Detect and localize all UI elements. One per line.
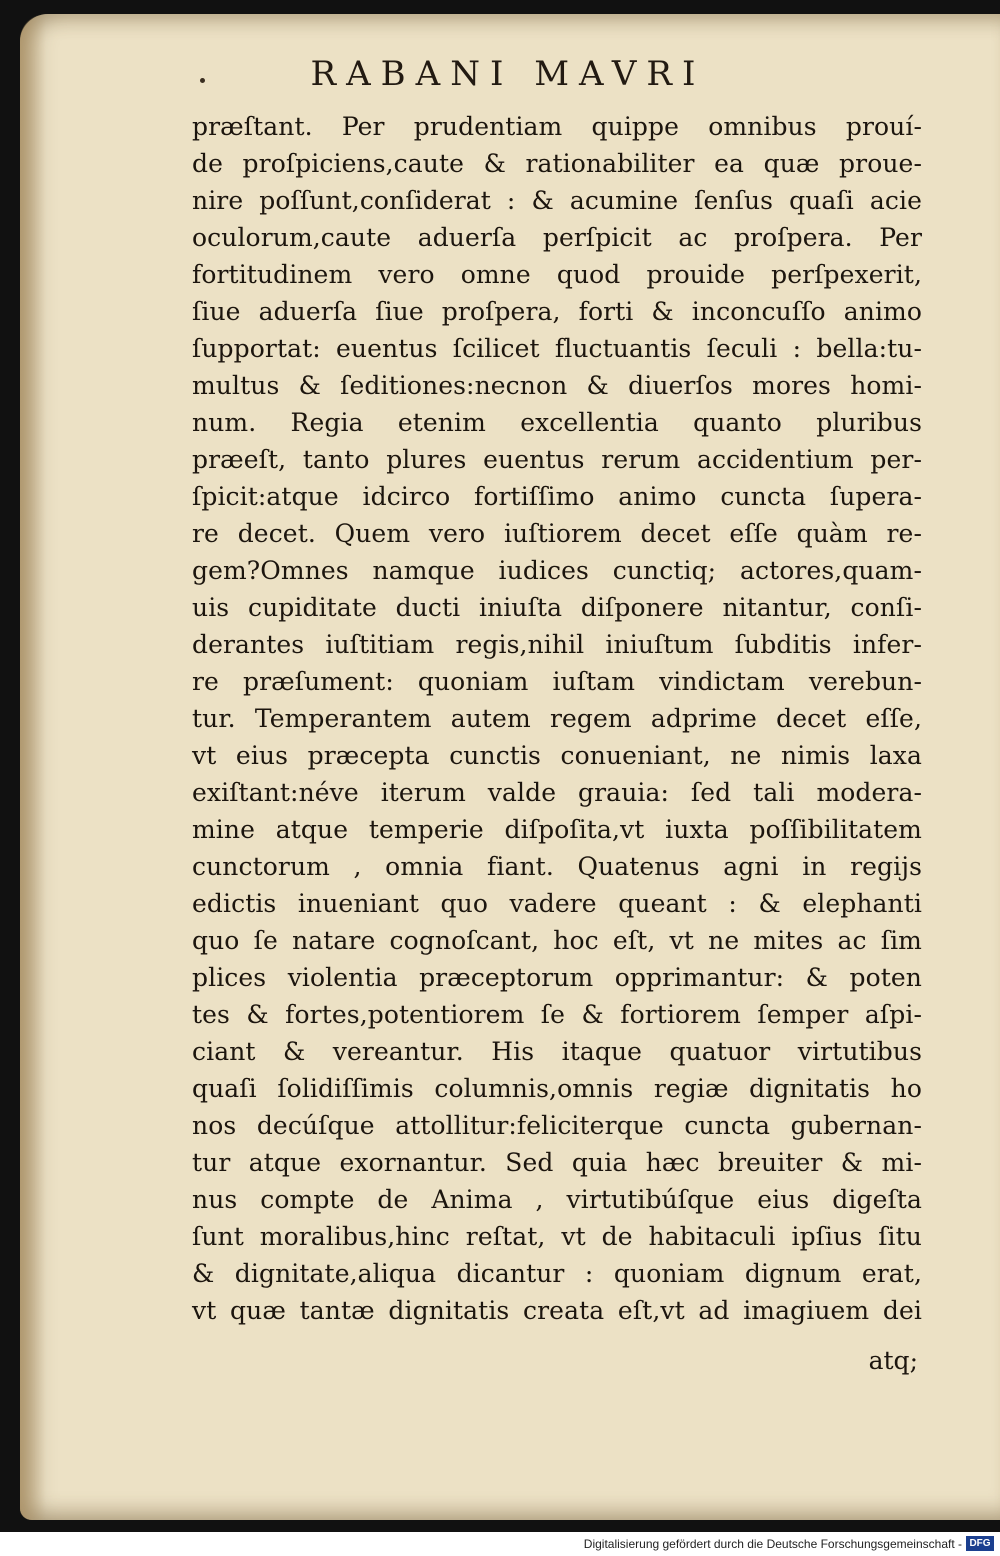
text-line: edictis inueniant quo vadere queant : & elephanti [192,889,922,918]
text-line: tes & fortes,potentiorem ſe & fortiorem ſemper aſpi- [192,1000,922,1029]
text-line: multus & ſeditiones:necnon & diuerſos mores homi- [192,371,922,400]
running-head: RABANI MAVRI [310,54,706,94]
text-line: ſupportat: euentus ſcilicet fluctuantis ſeculi : bella:tu- [192,334,922,363]
text-line: vt quæ tantæ dignitatis creata eſt,vt ad imagiuem dei [192,1296,922,1325]
text-line: ſpicit:atque idcirco fortiſſimo animo cuncta ſupera- [192,482,922,511]
text-line: uis cupiditate ducti iniuſta diſponere nitantur, conſi- [192,593,922,622]
text-line: quaſi ſolidiſſimis columnis,omnis regiæ dignitatis ho [192,1074,922,1103]
text-line: tur. Temperantem autem regem adprime decet eſſe, [192,704,922,733]
text-line: re decet. Quem vero iuſtiorem decet eſſe quàm re- [192,519,922,548]
text-line: & dignitate,aliqua dicantur : quoniam dignum erat, [192,1259,922,1288]
text-line: nus compte de Anima , virtutibúſque eius digeſta [192,1185,922,1214]
catchword: atq; [868,1346,918,1375]
text-line: vt eius præcepta cunctis conueniant, ne nimis laxa [192,741,922,770]
funding-credit: Digitalisierung gefördert durch die Deutsche Forschungsgemeinschaft - [583,1537,962,1551]
text-line: exiſtant:néve iterum valde grauia: ſed tali modera- [192,778,922,807]
text-line: ſunt moralibus,hinc reſtat, vt de habitaculi ipſius ſitu [192,1222,922,1251]
text-line: præſtant. Per prudentiam quippe omnibus prouí- [192,112,922,141]
text-line: quo ſe natare cognoſcant, hoc eſt, vt ne mites ac ſim [192,926,922,955]
text-line: præeſt, tanto plures euentus rerum accidentium per- [192,445,922,474]
text-line: ſiue aduerſa ſiue proſpera, forti & inconcuſſo animo [192,297,922,326]
text-line: oculorum,caute aduerſa perſpicit ac proſpera. Per [192,223,922,252]
text-line: cunctorum , omnia fiant. Quatenus agni in regijs [192,852,922,881]
text-line: plices violentia præceptorum opprimantur: & poten [192,963,922,992]
text-line: re præſument: quoniam iuſtam vindictam verebun- [192,667,922,696]
text-line: tur atque exornantur. Sed quia hæc breuiter & mi- [192,1148,922,1177]
text-line: derantes iuſtitiam regis,nihil iniuſtum ſubditis infer- [192,630,922,659]
body-text [192,108,922,1329]
dfg-logo-icon: DFG [966,1536,994,1551]
text-line: num. Regia etenim excellentia quanto pluribus [192,408,922,437]
text-line: mine atque temperie diſpoſita,vt iuxta poſſibilitatem [192,815,922,844]
text-line: de proſpiciens,caute & rationabiliter ea quæ proue- [192,149,922,178]
text-line: nire poſſunt,conſiderat : & acumine ſenſus quaſi acie [192,186,922,215]
digitization-footer [0,1532,1000,1556]
text-line: nos decúſque attollitur:feliciterque cuncta gubernan- [192,1111,922,1140]
text-line: ciant & vereantur. His itaque quatuor virtutibus [192,1037,922,1066]
text-line: gem?Omnes namque iudices cunctiq; actores,quam- [192,556,922,585]
text-line: fortitudinem vero omne quod prouide perſpexerit, [192,260,922,289]
